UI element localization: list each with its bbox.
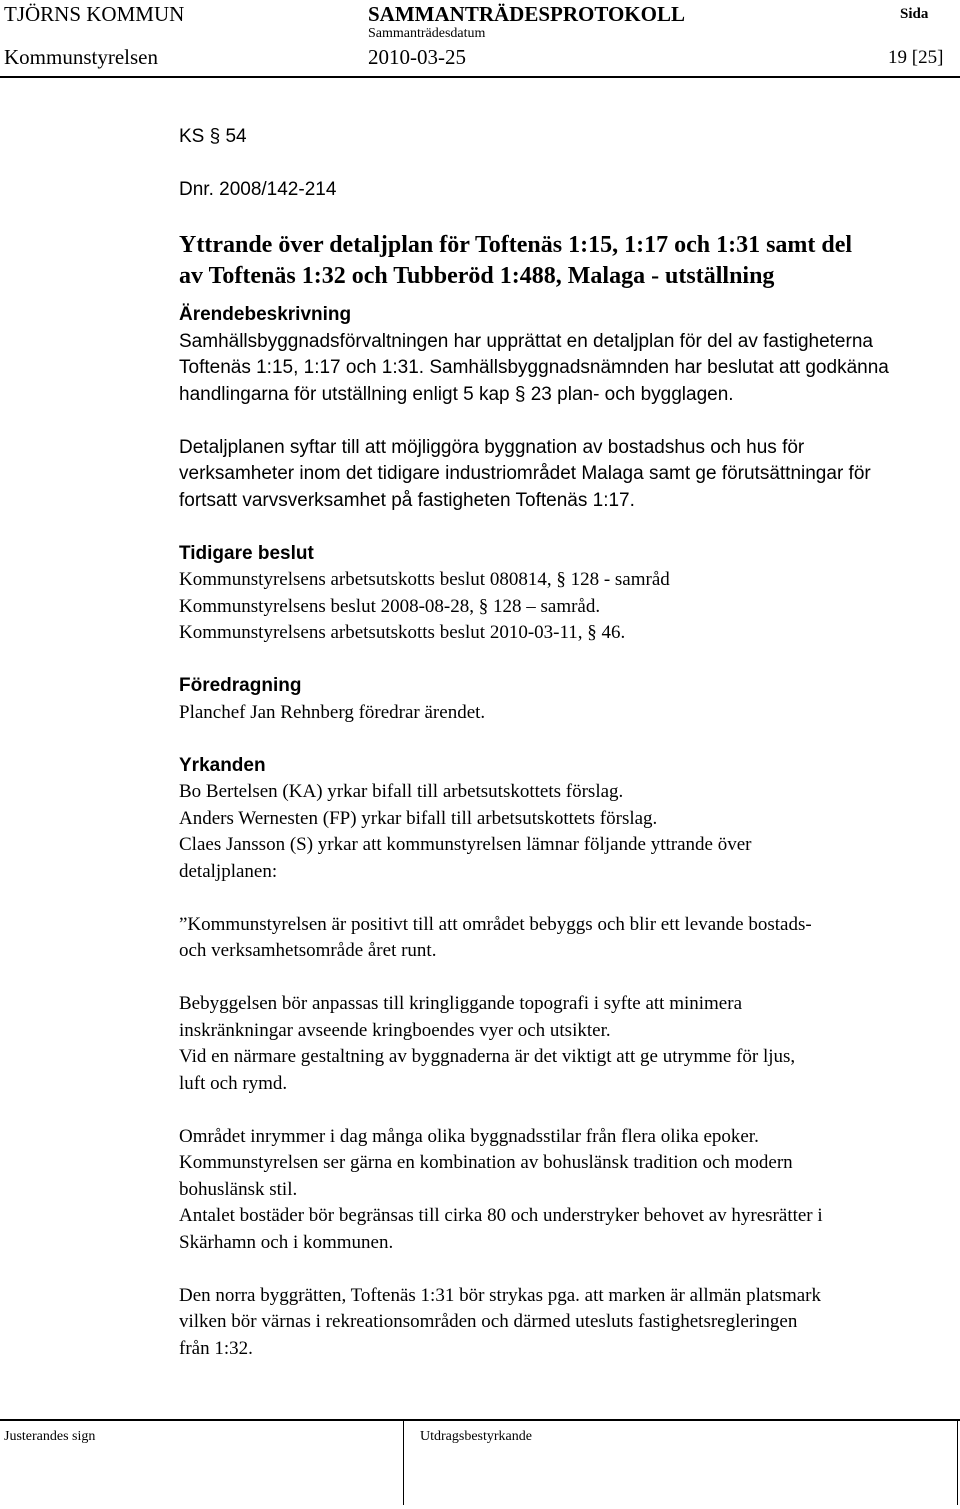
paragraph: ”Kommunstyrelsen är positivt till att området bebyggs och blir ett levande bostads- och verksamhetsområde året runt.: [179, 913, 812, 961]
paragraph: Bebyggelsen bör anpassas till kringliggande topografi i syfte att minimera inskränkningar avseende kringboendes vyer och utsikter. Vid en närmare gestaltning av byggnaderna är det viktigt att ge utrymme för ljus, luft och rymd.: [179, 993, 796, 1094]
paragraph: Kommunstyrelsens arbetsutskotts beslut 080814, § 128 - samråd Kommunstyrelsens beslut 2008-08-28, § 128 – samråd. Kommunstyrelsens arbetsutskotts beslut 2010-03-11, § 46.: [179, 569, 670, 643]
paragraph: Samhällsbyggnadsförvaltningen har upprättat en detaljplan för del av fastigheterna Toftenäs 1:15, 1:17 och 1:31. Samhällsbyggnadsnämnden har beslutat att godkänna handlingarna för utställning enligt 5 kap § 23 plan- och bygglagen.: [179, 330, 889, 405]
paragraph: Den norra byggrätten, Toftenäs 1:31 bör strykas pga. att marken är allmän platsmark vilken bör värnas i rekreationsområden och därmed utesluts fastighetsregleringen från 1:32.: [179, 1284, 822, 1359]
meeting-date: 2010-03-25: [368, 45, 466, 69]
case-title-line: av Toftenäs 1:32 och Tubberöd 1:488, Malaga - utställning: [179, 263, 775, 289]
committee-name: Kommunstyrelsen: [4, 45, 158, 69]
footer-divider: [0, 1419, 960, 1421]
paragraph: Detaljplanen syftar till att möjliggöra byggnation av bostadshus och hus för verksamheter inom det tidigare industriområdet Malaga samt ge förutsättningar för fortsatt varvsverksamhet på fastigheten Toftenäs 1:17.: [179, 436, 871, 511]
footer-separator: [403, 1421, 404, 1505]
paragraph: Planchef Jan Rehnberg föredrar ärendet.: [179, 701, 486, 723]
case-number: KS § 54: [179, 126, 247, 147]
meeting-date-label: Sammanträdesdatum: [368, 26, 486, 41]
section-heading: Tidigare beslut: [179, 542, 314, 564]
page-label: Sida: [900, 6, 929, 22]
header-divider: [0, 76, 960, 78]
section-heading: Yrkanden: [179, 754, 266, 776]
municipality-name: TJÖRNS KOMMUN: [4, 2, 185, 26]
section-heading: Ärendebeskrivning: [179, 304, 352, 325]
paragraph: Bo Bertelsen (KA) yrkar bifall till arbetsutskottets förslag. Anders Wernesten (FP) yrkar bifall till arbetsutskottets förslag. Claes Jansson (S) yrkar att kommunstyrelsen lämnar följande yttrande över detaljplanen:: [179, 781, 752, 882]
case-title: [179, 230, 949, 292]
signature-label: Justerandes sign: [4, 1429, 96, 1444]
certification-label: Utdragsbestyrkande: [420, 1429, 532, 1444]
case-dnr: Dnr. 2008/142-214: [179, 179, 337, 200]
paragraph: Området inrymmer i dag många olika byggnadsstilar från flera olika epoker. Kommunstyrelsen ser gärna en kombination av bohuslänsk tradition och modern bohuslänsk stil. Antalet bostäder bör begränsas till cirka 80 och understryker behovet av hyresrätter i Skärhamn och i kommunen.: [179, 1125, 823, 1253]
document-type: SAMMANTRÄDESPROTOKOLL: [368, 2, 685, 26]
case-title-line: Yttrande över detaljplan för Toftenäs 1:15, 1:17 och 1:31 samt del: [179, 232, 853, 258]
footer-border: [957, 1421, 958, 1505]
page-number: 19 [25]: [888, 47, 944, 68]
section-heading: Föredragning: [179, 675, 302, 696]
document-body: [179, 124, 949, 1362]
